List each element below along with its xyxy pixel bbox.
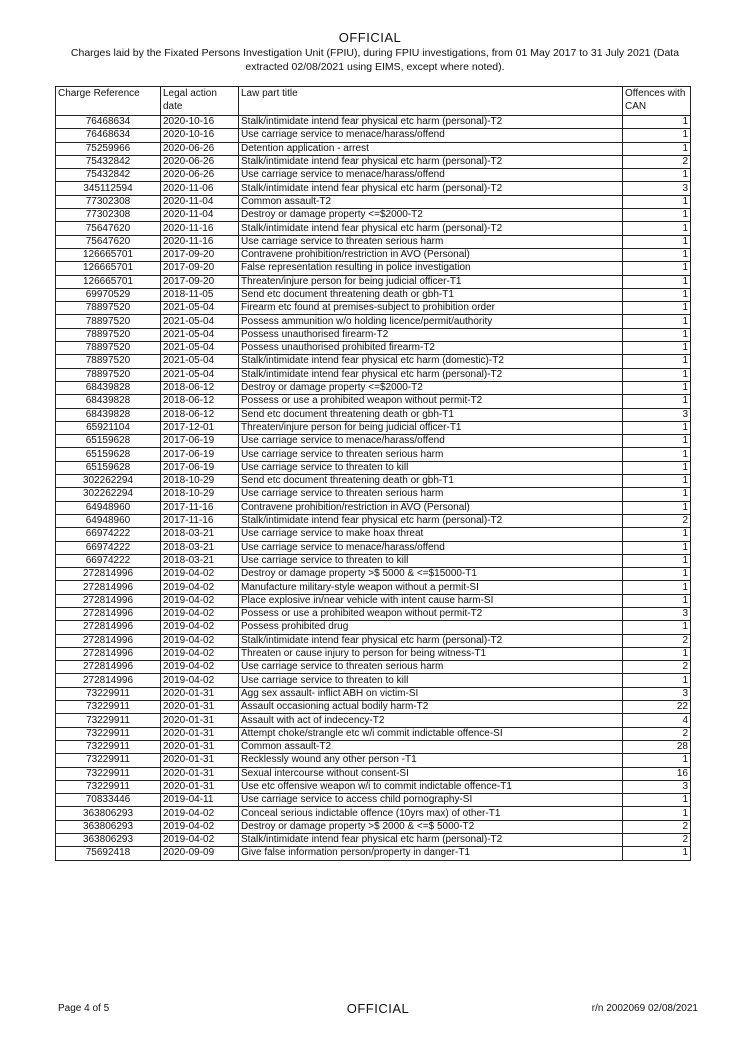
- table-row: [56, 315, 691, 328]
- cell-law-part-title: Give false information person/property in danger-T1: [239, 847, 623, 860]
- cell-charge-reference: 272814996: [56, 634, 161, 647]
- cell-charge-reference: 73229911: [56, 780, 161, 793]
- cell-legal-action-date: 2020-11-16: [161, 222, 239, 235]
- cell-charge-reference: 66974222: [56, 528, 161, 541]
- cell-legal-action-date: 2017-09-20: [161, 275, 239, 288]
- cell-offences-with-can: 3: [623, 780, 691, 793]
- cell-law-part-title: Sexual intercourse without consent-SI: [239, 767, 623, 780]
- table-row: [56, 807, 691, 820]
- cell-charge-reference: 65159628: [56, 461, 161, 474]
- table-row: [56, 461, 691, 474]
- cell-legal-action-date: 2018-03-21: [161, 528, 239, 541]
- cell-offences-with-can: 1: [623, 235, 691, 248]
- cell-legal-action-date: 2019-04-02: [161, 634, 239, 647]
- cell-law-part-title: Contravene prohibition/restriction in AVO (Personal): [239, 248, 623, 261]
- cell-charge-reference: 77302308: [56, 195, 161, 208]
- cell-charge-reference: 77302308: [56, 209, 161, 222]
- cell-offences-with-can: 1: [623, 807, 691, 820]
- cell-legal-action-date: 2019-04-02: [161, 834, 239, 847]
- table-row: [56, 395, 691, 408]
- table-row: [56, 714, 691, 727]
- table-row: [56, 607, 691, 620]
- cell-charge-reference: 66974222: [56, 541, 161, 554]
- cell-law-part-title: Threaten/injure person for being judicial officer-T1: [239, 421, 623, 434]
- cell-charge-reference: 65159628: [56, 435, 161, 448]
- cell-offences-with-can: 3: [623, 182, 691, 195]
- cell-law-part-title: Stalk/intimidate intend fear physical etc harm (personal)-T2: [239, 368, 623, 381]
- cell-legal-action-date: 2019-04-02: [161, 661, 239, 674]
- cell-charge-reference: 272814996: [56, 568, 161, 581]
- cell-charge-reference: 75692418: [56, 847, 161, 860]
- cell-offences-with-can: 2: [623, 514, 691, 527]
- cell-law-part-title: Attempt choke/strangle etc w/i commit indictable offence-SI: [239, 727, 623, 740]
- cell-law-part-title: Use carriage service to threaten to kill: [239, 554, 623, 567]
- cell-charge-reference: 64948960: [56, 501, 161, 514]
- table-row: [56, 621, 691, 634]
- cell-law-part-title: Use carriage service to menace/harass/offend: [239, 435, 623, 448]
- cell-law-part-title: Use carriage service to threaten serious harm: [239, 235, 623, 248]
- cell-offences-with-can: 1: [623, 594, 691, 607]
- cell-law-part-title: Stalk/intimidate intend fear physical etc harm (personal)-T2: [239, 834, 623, 847]
- cell-legal-action-date: 2020-01-31: [161, 780, 239, 793]
- table-row: [56, 794, 691, 807]
- column-header-charge-reference: Charge Reference: [56, 87, 161, 116]
- cell-offences-with-can: 1: [623, 568, 691, 581]
- cell-legal-action-date: 2019-04-02: [161, 581, 239, 594]
- cell-law-part-title: Stalk/intimidate intend fear physical etc harm (personal)-T2: [239, 116, 623, 129]
- cell-legal-action-date: 2020-01-31: [161, 727, 239, 740]
- cell-offences-with-can: 1: [623, 116, 691, 129]
- table-row: [56, 116, 691, 129]
- cell-offences-with-can: 1: [623, 328, 691, 341]
- table-row: [56, 195, 691, 208]
- table-row: [56, 248, 691, 261]
- table-row: [56, 222, 691, 235]
- cell-legal-action-date: 2019-04-02: [161, 820, 239, 833]
- cell-offences-with-can: 1: [623, 342, 691, 355]
- cell-offences-with-can: 1: [623, 581, 691, 594]
- cell-charge-reference: 78897520: [56, 355, 161, 368]
- cell-law-part-title: Stalk/intimidate intend fear physical etc harm (personal)-T2: [239, 155, 623, 168]
- cell-law-part-title: Conceal serious indictable offence (10yrs max) of other-T1: [239, 807, 623, 820]
- cell-legal-action-date: 2020-01-31: [161, 687, 239, 700]
- cell-offences-with-can: 28: [623, 740, 691, 753]
- cell-legal-action-date: 2018-06-12: [161, 381, 239, 394]
- cell-law-part-title: Assault with act of indecency-T2: [239, 714, 623, 727]
- table-row: [56, 169, 691, 182]
- cell-legal-action-date: 2019-04-02: [161, 647, 239, 660]
- cell-legal-action-date: 2021-05-04: [161, 328, 239, 341]
- table-row: [56, 501, 691, 514]
- cell-law-part-title: Detention application - arrest: [239, 142, 623, 155]
- table-row: [56, 687, 691, 700]
- cell-law-part-title: Use carriage service to menace/harass/offend: [239, 169, 623, 182]
- cell-law-part-title: Possess prohibited drug: [239, 621, 623, 634]
- table-row: [56, 780, 691, 793]
- cell-law-part-title: Use carriage service to threaten serious harm: [239, 488, 623, 501]
- cell-legal-action-date: 2019-04-02: [161, 807, 239, 820]
- cell-charge-reference: 363806293: [56, 834, 161, 847]
- cell-offences-with-can: 1: [623, 209, 691, 222]
- document-title: Charges laid by the Fixated Persons Investigation Unit (FPIU), during FPIU investigations, from 01 May 2017 to 31 July 2021 (Data extracted 02/08/2021 using EIMS, except where noted).: [70, 47, 680, 73]
- table-row: [56, 381, 691, 394]
- cell-law-part-title: Common assault-T2: [239, 740, 623, 753]
- cell-law-part-title: Use carriage service to menace/harass/offend: [239, 129, 623, 142]
- cell-charge-reference: 272814996: [56, 594, 161, 607]
- cell-offences-with-can: 2: [623, 820, 691, 833]
- cell-offences-with-can: 1: [623, 288, 691, 301]
- cell-charge-reference: 68439828: [56, 381, 161, 394]
- cell-law-part-title: Agg sex assault- inflict ABH on victim-SI: [239, 687, 623, 700]
- security-marking-top: OFFICIAL: [338, 30, 402, 45]
- cell-charge-reference: 68439828: [56, 408, 161, 421]
- table-row: [56, 129, 691, 142]
- table-row: [56, 209, 691, 222]
- cell-offences-with-can: 1: [623, 847, 691, 860]
- table-row: [56, 727, 691, 740]
- table-row: [56, 554, 691, 567]
- cell-charge-reference: 272814996: [56, 581, 161, 594]
- cell-offences-with-can: 1: [623, 275, 691, 288]
- cell-legal-action-date: 2019-04-02: [161, 621, 239, 634]
- cell-legal-action-date: 2019-04-11: [161, 794, 239, 807]
- cell-offences-with-can: 1: [623, 421, 691, 434]
- page-number: Page 4 of 5: [58, 1003, 110, 1014]
- table-row: [56, 235, 691, 248]
- charges-table: [55, 86, 691, 861]
- cell-offences-with-can: 1: [623, 674, 691, 687]
- cell-offences-with-can: 1: [623, 461, 691, 474]
- cell-charge-reference: 73229911: [56, 740, 161, 753]
- table-row: [56, 435, 691, 448]
- cell-offences-with-can: 1: [623, 528, 691, 541]
- cell-law-part-title: Use carriage service to menace/harass/offend: [239, 541, 623, 554]
- cell-charge-reference: 75432842: [56, 169, 161, 182]
- cell-law-part-title: Destroy or damage property >$ 5000 & <=$15000-T1: [239, 568, 623, 581]
- cell-offences-with-can: 1: [623, 129, 691, 142]
- cell-offences-with-can: 4: [623, 714, 691, 727]
- cell-charge-reference: 302262294: [56, 488, 161, 501]
- table-row: [56, 142, 691, 155]
- cell-offences-with-can: 1: [623, 541, 691, 554]
- cell-law-part-title: Stalk/intimidate intend fear physical etc harm (personal)-T2: [239, 634, 623, 647]
- cell-legal-action-date: 2020-10-16: [161, 116, 239, 129]
- cell-legal-action-date: 2021-05-04: [161, 302, 239, 315]
- cell-charge-reference: 73229911: [56, 714, 161, 727]
- cell-offences-with-can: 1: [623, 302, 691, 315]
- table-row: [56, 275, 691, 288]
- cell-legal-action-date: 2018-06-12: [161, 408, 239, 421]
- cell-legal-action-date: 2018-03-21: [161, 541, 239, 554]
- cell-law-part-title: Use carriage service to access child pornography-SI: [239, 794, 623, 807]
- table-row: [56, 342, 691, 355]
- cell-charge-reference: 363806293: [56, 807, 161, 820]
- table-row: [56, 408, 691, 421]
- table-row: [56, 155, 691, 168]
- cell-legal-action-date: 2020-09-09: [161, 847, 239, 860]
- cell-offences-with-can: 2: [623, 834, 691, 847]
- table-row: [56, 834, 691, 847]
- table-row: [56, 541, 691, 554]
- table-row: [56, 528, 691, 541]
- cell-charge-reference: 64948960: [56, 514, 161, 527]
- table-row: [56, 488, 691, 501]
- cell-law-part-title: Common assault-T2: [239, 195, 623, 208]
- cell-law-part-title: Stalk/intimidate intend fear physical etc harm (domestic)-T2: [239, 355, 623, 368]
- cell-legal-action-date: 2017-06-19: [161, 435, 239, 448]
- cell-law-part-title: Use carriage service to make hoax threat: [239, 528, 623, 541]
- cell-legal-action-date: 2021-05-04: [161, 342, 239, 355]
- cell-legal-action-date: 2021-05-04: [161, 368, 239, 381]
- cell-offences-with-can: 1: [623, 754, 691, 767]
- cell-legal-action-date: 2017-06-19: [161, 448, 239, 461]
- cell-legal-action-date: 2020-11-04: [161, 195, 239, 208]
- cell-charge-reference: 272814996: [56, 674, 161, 687]
- cell-legal-action-date: 2019-04-02: [161, 607, 239, 620]
- cell-law-part-title: Destroy or damage property >$ 2000 & <=$ 5000-T2: [239, 820, 623, 833]
- cell-law-part-title: Recklessly wound any other person -T1: [239, 754, 623, 767]
- cell-legal-action-date: 2018-11-05: [161, 288, 239, 301]
- cell-offences-with-can: 1: [623, 794, 691, 807]
- cell-legal-action-date: 2020-11-04: [161, 209, 239, 222]
- cell-legal-action-date: 2020-01-31: [161, 754, 239, 767]
- cell-charge-reference: 76468634: [56, 116, 161, 129]
- cell-charge-reference: 65159628: [56, 448, 161, 461]
- cell-charge-reference: 78897520: [56, 328, 161, 341]
- cell-charge-reference: 272814996: [56, 661, 161, 674]
- cell-charge-reference: 345112594: [56, 182, 161, 195]
- cell-law-part-title: False representation resulting in police investigation: [239, 262, 623, 275]
- cell-legal-action-date: 2018-10-29: [161, 488, 239, 501]
- cell-charge-reference: 75259966: [56, 142, 161, 155]
- cell-offences-with-can: 3: [623, 687, 691, 700]
- cell-charge-reference: 73229911: [56, 727, 161, 740]
- cell-charge-reference: 65921104: [56, 421, 161, 434]
- cell-legal-action-date: 2019-04-02: [161, 674, 239, 687]
- cell-offences-with-can: 1: [623, 647, 691, 660]
- cell-law-part-title: Possess or use a prohibited weapon without permit-T2: [239, 395, 623, 408]
- table-row: [56, 767, 691, 780]
- table-row: [56, 328, 691, 341]
- table-row: [56, 355, 691, 368]
- cell-law-part-title: Destroy or damage property <=$2000-T2: [239, 209, 623, 222]
- cell-law-part-title: Stalk/intimidate intend fear physical etc harm (personal)-T2: [239, 222, 623, 235]
- table-row: [56, 368, 691, 381]
- table-row: [56, 288, 691, 301]
- cell-legal-action-date: 2020-06-26: [161, 142, 239, 155]
- table-row: [56, 594, 691, 607]
- cell-law-part-title: Contravene prohibition/restriction in AVO (Personal): [239, 501, 623, 514]
- cell-charge-reference: 73229911: [56, 754, 161, 767]
- cell-charge-reference: 78897520: [56, 302, 161, 315]
- column-header-legal-action-date: Legal action date: [161, 87, 239, 116]
- table-row: [56, 634, 691, 647]
- cell-legal-action-date: 2020-01-31: [161, 767, 239, 780]
- cell-offences-with-can: 1: [623, 355, 691, 368]
- cell-charge-reference: 73229911: [56, 701, 161, 714]
- cell-legal-action-date: 2021-05-04: [161, 315, 239, 328]
- cell-legal-action-date: 2020-01-31: [161, 701, 239, 714]
- cell-charge-reference: 70833446: [56, 794, 161, 807]
- cell-law-part-title: Send etc document threatening death or gbh-T1: [239, 475, 623, 488]
- table-row: [56, 740, 691, 753]
- cell-legal-action-date: 2020-01-31: [161, 714, 239, 727]
- table-row: [56, 661, 691, 674]
- document-reference: r/n 2002069 02/08/2021: [591, 1003, 698, 1014]
- cell-charge-reference: 272814996: [56, 607, 161, 620]
- cell-charge-reference: 272814996: [56, 647, 161, 660]
- cell-legal-action-date: 2020-01-31: [161, 740, 239, 753]
- cell-offences-with-can: 1: [623, 142, 691, 155]
- cell-offences-with-can: 1: [623, 435, 691, 448]
- cell-offences-with-can: 1: [623, 448, 691, 461]
- cell-offences-with-can: 1: [623, 222, 691, 235]
- table-row: [56, 581, 691, 594]
- cell-law-part-title: Place explosive in/near vehicle with intent cause harm-SI: [239, 594, 623, 607]
- cell-offences-with-can: 1: [623, 488, 691, 501]
- cell-offences-with-can: 1: [623, 195, 691, 208]
- cell-offences-with-can: 1: [623, 554, 691, 567]
- cell-offences-with-can: 3: [623, 408, 691, 421]
- cell-law-part-title: Possess or use a prohibited weapon without permit-T2: [239, 607, 623, 620]
- cell-charge-reference: 73229911: [56, 767, 161, 780]
- cell-legal-action-date: 2018-06-12: [161, 395, 239, 408]
- table-body: [56, 116, 691, 861]
- cell-law-part-title: Possess ammunition w/o holding licence/permit/authority: [239, 315, 623, 328]
- cell-offences-with-can: 2: [623, 634, 691, 647]
- cell-charge-reference: 302262294: [56, 475, 161, 488]
- cell-offences-with-can: 1: [623, 395, 691, 408]
- cell-offences-with-can: 1: [623, 621, 691, 634]
- cell-law-part-title: Stalk/intimidate intend fear physical etc harm (personal)-T2: [239, 182, 623, 195]
- cell-law-part-title: Use carriage service to threaten serious harm: [239, 448, 623, 461]
- cell-offences-with-can: 2: [623, 661, 691, 674]
- cell-offences-with-can: 2: [623, 155, 691, 168]
- cell-offences-with-can: 22: [623, 701, 691, 714]
- table-row: [56, 647, 691, 660]
- cell-charge-reference: 126665701: [56, 248, 161, 261]
- cell-legal-action-date: 2020-11-06: [161, 182, 239, 195]
- cell-offences-with-can: 1: [623, 262, 691, 275]
- cell-legal-action-date: 2017-11-16: [161, 514, 239, 527]
- cell-offences-with-can: 1: [623, 169, 691, 182]
- cell-charge-reference: 78897520: [56, 342, 161, 355]
- cell-law-part-title: Manufacture military-style weapon without a permit-SI: [239, 581, 623, 594]
- cell-offences-with-can: 1: [623, 381, 691, 394]
- cell-legal-action-date: 2020-06-26: [161, 169, 239, 182]
- cell-legal-action-date: 2019-04-02: [161, 568, 239, 581]
- cell-law-part-title: Possess unauthorised prohibited firearm-T2: [239, 342, 623, 355]
- table-row: [56, 182, 691, 195]
- cell-charge-reference: 78897520: [56, 368, 161, 381]
- cell-law-part-title: Firearm etc found at premises-subject to prohibition order: [239, 302, 623, 315]
- table-row: [56, 262, 691, 275]
- cell-legal-action-date: 2017-06-19: [161, 461, 239, 474]
- cell-legal-action-date: 2017-09-20: [161, 262, 239, 275]
- cell-charge-reference: 69970529: [56, 288, 161, 301]
- table-header-row: [56, 87, 691, 116]
- cell-charge-reference: 75647620: [56, 222, 161, 235]
- cell-law-part-title: Possess unauthorised firearm-T2: [239, 328, 623, 341]
- cell-offences-with-can: 1: [623, 501, 691, 514]
- cell-law-part-title: Use carriage service to threaten to kill: [239, 461, 623, 474]
- table-row: [56, 754, 691, 767]
- cell-legal-action-date: 2019-04-02: [161, 594, 239, 607]
- cell-legal-action-date: 2017-09-20: [161, 248, 239, 261]
- table-row: [56, 674, 691, 687]
- cell-legal-action-date: 2018-10-29: [161, 475, 239, 488]
- column-header-law-part-title: Law part title: [239, 87, 623, 116]
- cell-law-part-title: Assault occasioning actual bodily harm-T2: [239, 701, 623, 714]
- cell-charge-reference: 68439828: [56, 395, 161, 408]
- cell-charge-reference: 272814996: [56, 621, 161, 634]
- cell-legal-action-date: 2017-12-01: [161, 421, 239, 434]
- cell-charge-reference: 78897520: [56, 315, 161, 328]
- cell-offences-with-can: 1: [623, 315, 691, 328]
- cell-offences-with-can: 2: [623, 727, 691, 740]
- cell-law-part-title: Send etc document threatening death or gbh-T1: [239, 288, 623, 301]
- cell-offences-with-can: 1: [623, 475, 691, 488]
- cell-legal-action-date: 2017-11-16: [161, 501, 239, 514]
- cell-law-part-title: Threaten/injure person for being judicial officer-T1: [239, 275, 623, 288]
- cell-charge-reference: 126665701: [56, 262, 161, 275]
- table-row: [56, 847, 691, 860]
- cell-legal-action-date: 2020-10-16: [161, 129, 239, 142]
- cell-offences-with-can: 1: [623, 248, 691, 261]
- cell-charge-reference: 363806293: [56, 820, 161, 833]
- cell-charge-reference: 76468634: [56, 129, 161, 142]
- table-row: [56, 421, 691, 434]
- table-row: [56, 820, 691, 833]
- cell-legal-action-date: 2021-05-04: [161, 355, 239, 368]
- cell-legal-action-date: 2020-06-26: [161, 155, 239, 168]
- cell-offences-with-can: 3: [623, 607, 691, 620]
- cell-offences-with-can: 16: [623, 767, 691, 780]
- cell-law-part-title: Use carriage service to threaten to kill: [239, 674, 623, 687]
- cell-legal-action-date: 2018-03-21: [161, 554, 239, 567]
- cell-law-part-title: Use etc offensive weapon w/i to commit indictable offence-T1: [239, 780, 623, 793]
- cell-charge-reference: 75647620: [56, 235, 161, 248]
- table-row: [56, 701, 691, 714]
- cell-law-part-title: Send etc document threatening death or gbh-T1: [239, 408, 623, 421]
- cell-law-part-title: Use carriage service to threaten serious harm: [239, 661, 623, 674]
- cell-charge-reference: 126665701: [56, 275, 161, 288]
- column-header-offences-with-can: Offences with CAN: [623, 87, 691, 116]
- security-marking-bottom: OFFICIAL: [346, 1001, 410, 1016]
- cell-law-part-title: Threaten or cause injury to person for being witness-T1: [239, 647, 623, 660]
- table-row: [56, 302, 691, 315]
- cell-charge-reference: 75432842: [56, 155, 161, 168]
- cell-charge-reference: 73229911: [56, 687, 161, 700]
- cell-legal-action-date: 2020-11-16: [161, 235, 239, 248]
- table-row: [56, 475, 691, 488]
- table-row: [56, 448, 691, 461]
- table-row: [56, 568, 691, 581]
- cell-law-part-title: Stalk/intimidate intend fear physical etc harm (personal)-T2: [239, 514, 623, 527]
- cell-charge-reference: 66974222: [56, 554, 161, 567]
- cell-law-part-title: Destroy or damage property <=$2000-T2: [239, 381, 623, 394]
- table-row: [56, 514, 691, 527]
- cell-offences-with-can: 1: [623, 368, 691, 381]
